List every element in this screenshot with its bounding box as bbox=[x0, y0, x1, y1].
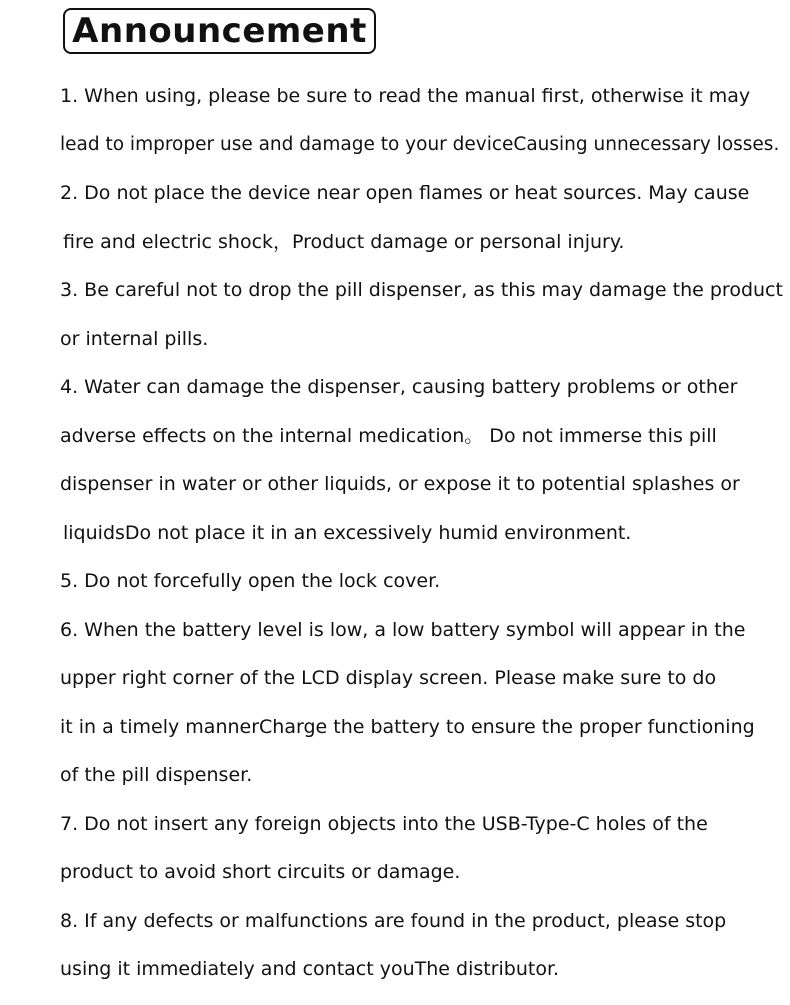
text-line: fire and electric shock，Product damage or personal injury. bbox=[63, 231, 625, 253]
text-line: 1. When using, please be sure to read the manual first, otherwise it may bbox=[60, 85, 751, 107]
text-line: lead to improper use and damage to your deviceCausing unnecessary losses. bbox=[60, 134, 780, 155]
text-line: adverse effects on the internal medication。 Do not immerse this pill bbox=[60, 425, 717, 447]
text-line: liquidsDo not place it in an excessively humid environment. bbox=[63, 522, 632, 544]
text-line: upper right corner of the LCD display screen. Please make sure to do bbox=[60, 667, 717, 689]
text-line: dispenser in water or other liquids, or expose it to potential splashes or bbox=[60, 473, 740, 495]
text-line: 5. Do not forcefully open the lock cover. bbox=[60, 570, 441, 592]
text-line: 2. Do not place the device near open flames or heat sources. May cause bbox=[60, 182, 750, 204]
text-line: 8. If any defects or malfunctions are found in the product, please stop bbox=[60, 910, 727, 932]
text-line: it in a timely mannerCharge the battery to ensure the proper functioning bbox=[60, 716, 755, 738]
text-line: 4. Water can damage the dispenser, causing battery problems or other bbox=[60, 376, 738, 398]
page-title: Announcement bbox=[72, 11, 367, 51]
text-line: of the pill dispenser. bbox=[60, 764, 253, 786]
text-line: product to avoid short circuits or damage. bbox=[60, 861, 461, 883]
text-line: 7. Do not insert any foreign objects into the USB-Type-C holes of the bbox=[60, 813, 708, 835]
text-line: or internal pills. bbox=[60, 328, 209, 350]
text-line: 6. When the battery level is low, a low battery symbol will appear in the bbox=[60, 619, 746, 641]
text-line: 3. Be careful not to drop the pill dispenser, as this may damage the product bbox=[60, 279, 783, 301]
text-line: using it immediately and contact youThe distributor. bbox=[60, 958, 560, 980]
